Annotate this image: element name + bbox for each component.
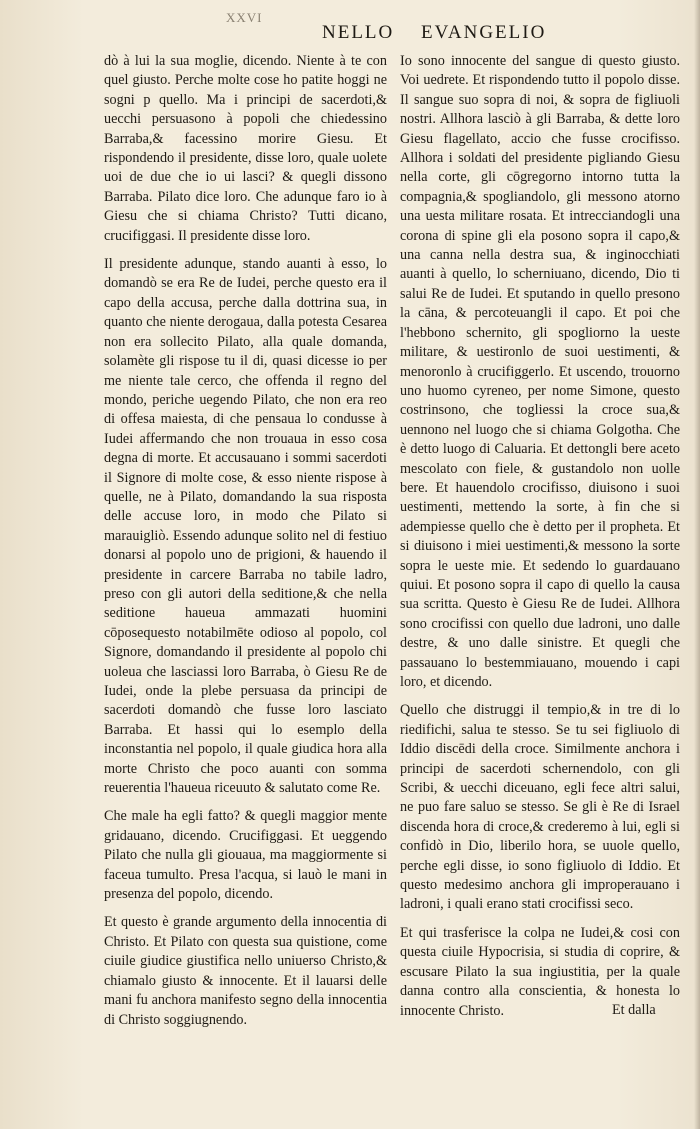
paragraph: Quello che distruggi il tempio,& in tre di lo riedifichi, salua te stesso. Se tu sei figliuolo di Iddio discēdi della croce. Similmente anchora i principi de sacerdoti schernendolo, con gli Scribi, & uecchi diceuano, egli fece altri salui, ne puo fare saluo se stesso. Se gli è Re di Israel discenda hora di croce,& crederemo à lui, egli si confidò in Dio, liberilo hora, se uuole quello, perche egli disse, io sono figliuolo di Iddio. Et questo medesimo anchora gli improperauano i ladroni, i quali erano stati crocifissi seco. <box>400 702 680 913</box>
catchword: Et dalla <box>612 1002 656 1018</box>
left-column <box>104 52 387 1039</box>
paragraph: dò à lui la sua moglie, dicendo. Niente à te con quel giusto. Perche molte cose ho patite hoggi ne sogni p quello. Ma i principi de sacerdoti,& uecchi persuasono à popoli che chiedessino Barraba,& facessino morire Giesu. Et rispondendo il presidente, disse loro, quale uolete uoi de due che io ui lasci? & quegli dissono Barraba. Pilato dice loro. Che adunque faro io à Giesu che si chiama Christo? Tutti dicano, crucifiggasi. Il presidente disse loro. <box>104 53 387 244</box>
folio-number: XXVI <box>226 10 263 25</box>
running-header-word-1: NELLO <box>322 22 395 43</box>
paragraph: Et qui trasferisce la colpa ne Iudei,& cosi con questa ciuile Hypocrisia, si studia di coprire, & escusare Pilato la sua ingiustitia, per la quale danna contro alla conscientia, & honesta lo innocente Christo. <box>400 924 680 1019</box>
page-edge-shadow <box>694 0 700 1129</box>
right-column <box>400 52 680 1030</box>
running-header-word-2: EVANGELIO <box>421 22 547 43</box>
paragraph: Che male ha egli fatto? & quegli maggior mente gridauano, dicendo. Crucifiggasi. Et ueggendo Pilato che nulla gli giouaua, ma maggiormente si faceua tumulto. Presa l'acqua, si lauò le mani in presenza del popolo, dicendo. <box>104 808 387 903</box>
paragraph: Io sono innocente del sangue di questo giusto. Voi uedrete. Et rispondendo tutto il popolo disse. Il sangue suo sopra di noi, & sopra de figliuoli nostri. Allhora lasciò à gli Barraba, & dette loro Giesu flagellato, accio che fusse crocifisso. Allhora i soldati del presidente pigliando Giesu nella corte, gli cōgregorno intorno tutta la compagnia,& spogliandolo, gli messono atorno una uesta militare rosata. Et intrecciandogli una corona di spine gli ela posono sopra il capo,& una canna nella destra sua, & inginocchiati auanti à quello, lo scherniuano, dicendo, Dio ti salui Re de Iudei. Et sputando in quello presono la cāna, & percoteuangli il capo. Et poi che l'hebbono schernito, gli spogliorno la ueste militare, & uestironlo de suoi uestimenti, & menoronlo à crucifiggerlo. Et uscendo, trouorno uno huomo cyreneo, per nome Simone, questo costrinsono, che togliessi la croce sua,& uennono nel luogo che si chiama Golgotha. Che è detto luogo di Caluaria. Et dettongli bere aceto mescolato con fiele, & gustandolo non uolle bere. Et hauendolo crocifisso, diuisono i suoi uestimenti, mettendo la sorte, à fin che si adempiesse quello che è detto per il propheta. Et si diuisono i miei uestimenti,& messono la sorte sopra le ueste mie. Et sedendo lo guardauano quiui. Et posono sopra il capo di quello la causa sua scritta. Questo è Giesu Re de Iudei. Allhora sono crocifissi con quello due ladroni, uno dalle destre, & uno dalle sinistre. Et quegli che passauano lo bestemmiauano, mouendo i capi loro, et dicendo. <box>400 53 680 690</box>
running-header <box>322 22 566 44</box>
paragraph: Et questo è grande argumento della innocentia di Christo. Et Pilato con questa sua quistione, come ciuile giudice giustifica nello uniuerso Christo,& chiamalo giusto & innocente. Et il lauarsi delle mani fu anchora manifesto segno della innocentia di Christo soggiugnendo. <box>104 914 387 1028</box>
paragraph: Il presidente adunque, stando auanti à esso, lo domandò se era Re de Iudei, perche questo era il capo della accusa, perche dalla dottrina sua, in quanto che niente derogaua, dalla potesta Cesarea non era sollecito Pilato, alla quale domanda, solamète gli rispose tu il di, quasi dicesse io per me niente tale cerco, che offenda il regno del mondo, periche uegendo Pilato, che non era reo di offesa maiesta, di che pensaua lo condusse à Iudei affermando che non trouaua in esso cosa degna di morte. Et accusauano i sommi sacerdoti il Signore di molte cose, & esso niente rispose à quelle, ne à Pilato, domandando la sua risposta delle accuse loro, in modo che Pilato si marauigliò. Essendo adunque solito nel di festiuo donarsi al popolo uno de prigioni, & hauendo il presidente in carcere Barraba no tabile ladro, preso con gli autori della seditione,& che nella seditione haueua ammazati huomini cōposequesto notabilmēte odioso al popolo, col Signore, domandando il presidente al popolo chi uoleua che lasciassi loro Barraba, ò Giesu Re de Iudei, onde la plebe persuasa da principi de sacerdoti domandò che fusse loro lasciato Barraba. Et hassi qui lo esemplo della inconstantia nel popolo, il quale giudica hora alla morte Christo che poco auanti con somma reuerentia l'haueua riceuuto & salutato come Re. <box>104 256 387 797</box>
